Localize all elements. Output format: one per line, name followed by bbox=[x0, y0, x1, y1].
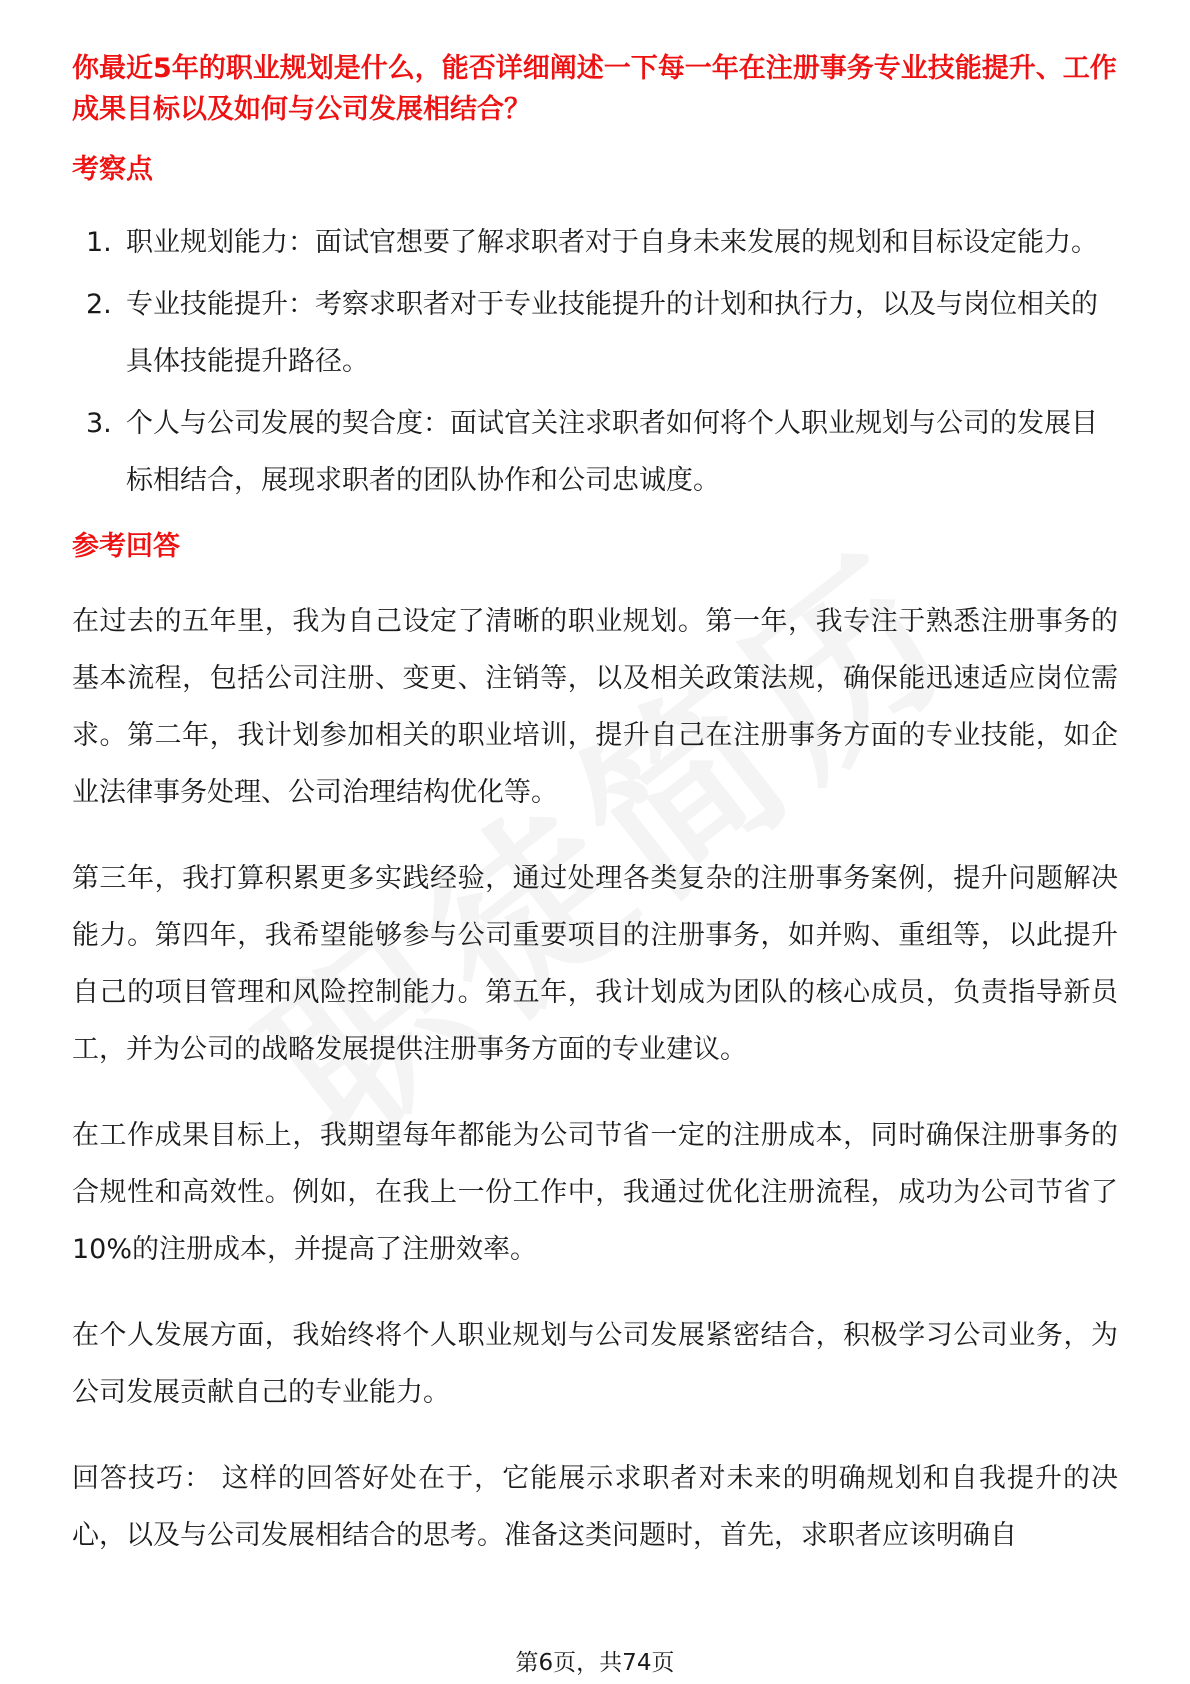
list-item-text: 专业技能提升：考察求职者对于专业技能提升的计划和执行力，以及与岗位相关的具体技能提升路径。 bbox=[126, 289, 1098, 377]
answer-tips-paragraph: 回答技巧： 这样的回答好处在于，它能展示求职者对未来的明确规划和自我提升的决心，以及与公司发展相结合的思考。准备这类问题时，首先，求职者应该明确自 bbox=[72, 1463, 1118, 1551]
list-item-number: 3. bbox=[86, 408, 112, 439]
answer-paragraph: 在个人发展方面，我始终将个人职业规划与公司发展紧密结合，积极学习公司业务，为公司发展贡献自己的专业能力。 bbox=[72, 1320, 1118, 1408]
points-heading: 考察点 bbox=[72, 154, 153, 185]
document-content bbox=[72, 48, 1118, 1564]
list-item-number: 1. bbox=[86, 227, 112, 258]
list-item-text: 职业规划能力：面试官想要了解求职者对于自身未来发展的规划和目标设定能力。 bbox=[126, 227, 1098, 258]
list-item-text: 个人与公司发展的契合度：面试官关注求职者如何将个人职业规划与公司的发展目标相结合，展现求职者的团队协作和公司忠诚度。 bbox=[126, 408, 1098, 496]
list-item bbox=[72, 276, 1118, 390]
question-title: 你最近5年的职业规划是什么，能否详细阐述一下每一年在注册事务专业技能提升、工作成果目标以及如何与公司发展相结合？ bbox=[72, 53, 1117, 125]
points-list bbox=[72, 214, 1118, 509]
answer-paragraph: 在工作成果目标上，我期望每年都能为公司节省一定的注册成本，同时确保注册事务的合规性和高效性。例如，在我上一份工作中，我通过优化注册流程，成功为公司节省了10%的注册成本，并提高了注册效率。 bbox=[72, 1120, 1118, 1265]
list-item bbox=[72, 395, 1118, 509]
answer-paragraph: 在过去的五年里，我为自己设定了清晰的职业规划。第一年，我专注于熟悉注册事务的基本流程，包括公司注册、变更、注销等，以及相关政策法规，确保能迅速适应岗位需求。第二年，我计划参加相关的职业培训，提升自己在注册事务方面的专业技能，如企业法律事务处理、公司治理结构优化等。 bbox=[72, 606, 1118, 808]
answer-paragraph: 第三年，我打算积累更多实践经验，通过处理各类复杂的注册事务案例，提升问题解决能力。第四年，我希望能够参与公司重要项目的注册事务，如并购、重组等，以此提升自己的项目管理和风险控制能力。第五年，我计划成为团队的核心成员，负责指导新员工，并为公司的战略发展提供注册事务方面的专业建议。 bbox=[72, 863, 1118, 1065]
list-item bbox=[72, 214, 1118, 271]
list-item-number: 2. bbox=[86, 289, 112, 320]
answer-heading: 参考回答 bbox=[72, 531, 180, 562]
page-number-footer: 第6页，共74页 bbox=[515, 1650, 675, 1676]
